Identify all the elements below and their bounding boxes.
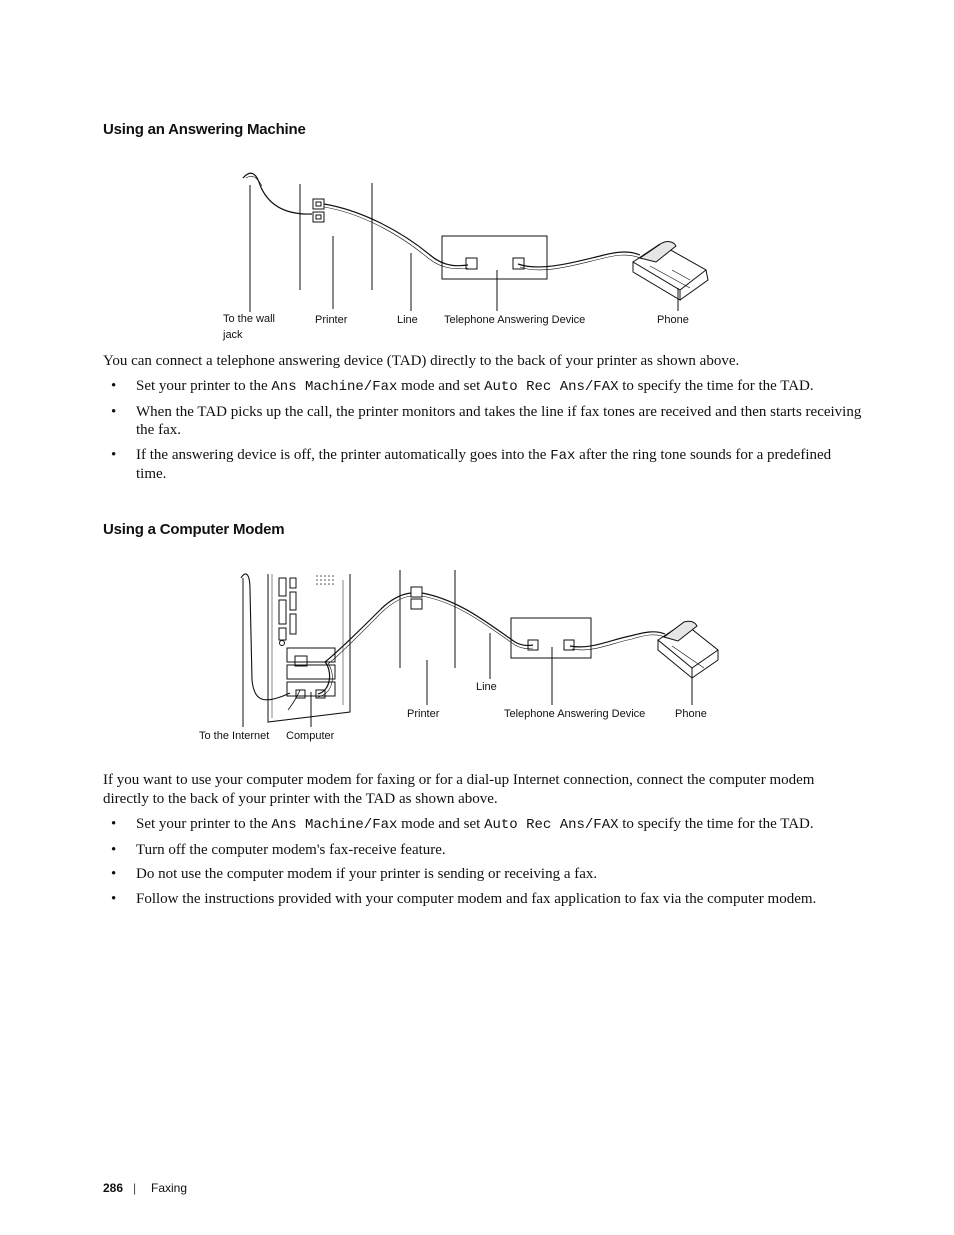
list-item: • Turn off the computer modem's fax-receive feature.	[111, 841, 446, 858]
label-wall-jack: To the wall	[223, 313, 275, 325]
section-heading-answering-machine: Using an Answering Machine	[103, 121, 306, 138]
label-printer: Printer	[315, 314, 348, 326]
label-printer: Printer	[407, 708, 440, 720]
code-mode: Fax	[550, 447, 576, 464]
section1-intro: You can connect a telephone answering device (TAD) directly to the back of your printer as shown above.	[103, 353, 740, 369]
page-number: 286	[103, 1181, 124, 1195]
label-computer: Computer	[286, 730, 335, 742]
code-mode: Ans Machine/Fax	[271, 379, 398, 395]
list-item: • Set your printer to the Ans Machine/Fax mode and set Auto Rec Ans/FAX to specify the time for the TAD.	[111, 816, 814, 833]
list-item: • Do not use the computer modem if your printer is sending or receiving a fax.	[111, 866, 598, 882]
section2-bullets	[103, 815, 863, 908]
section-heading-computer-modem: Using a Computer Modem	[103, 521, 285, 538]
list-item: • Set your printer to the Ans Machine/Fax mode and set Auto Rec Ans/FAX to specify the time for the TAD.	[111, 378, 814, 395]
list-item: • If the answering device is off, the printer automatically goes into the Fax after the ring tone sounds for a predefined time.	[111, 446, 832, 482]
code-mode: Ans Machine/Fax	[271, 817, 398, 833]
code-setting: Auto Rec Ans/FAX	[484, 817, 619, 833]
label-internet: To the Internet	[199, 730, 270, 742]
footer-chapter: Faxing	[151, 1181, 188, 1195]
list-item: • When the TAD picks up the call, the printer monitors and takes the line if fax tones are received and then starts receiving the fax.	[111, 403, 862, 438]
footer-separator: |	[133, 1181, 137, 1195]
label-phone: Phone	[675, 708, 707, 720]
label-line: Line	[476, 681, 497, 693]
code-setting: Auto Rec Ans/FAX	[484, 379, 619, 395]
label-tad: Telephone Answering Device	[504, 708, 646, 720]
label-wall-jack-2: jack	[223, 329, 243, 341]
label-tad: Telephone Answering Device	[444, 314, 586, 326]
label-phone: Phone	[657, 314, 689, 326]
section2-intro: If you want to use your computer modem for faxing or for a dial-up Internet connection, connect the computer modem directly to the back of your printer with the TAD as shown above.	[103, 772, 815, 807]
label-line: Line	[397, 314, 418, 326]
list-item: • Follow the instructions provided with your computer modem and fax application to fax via the computer modem.	[111, 890, 817, 907]
